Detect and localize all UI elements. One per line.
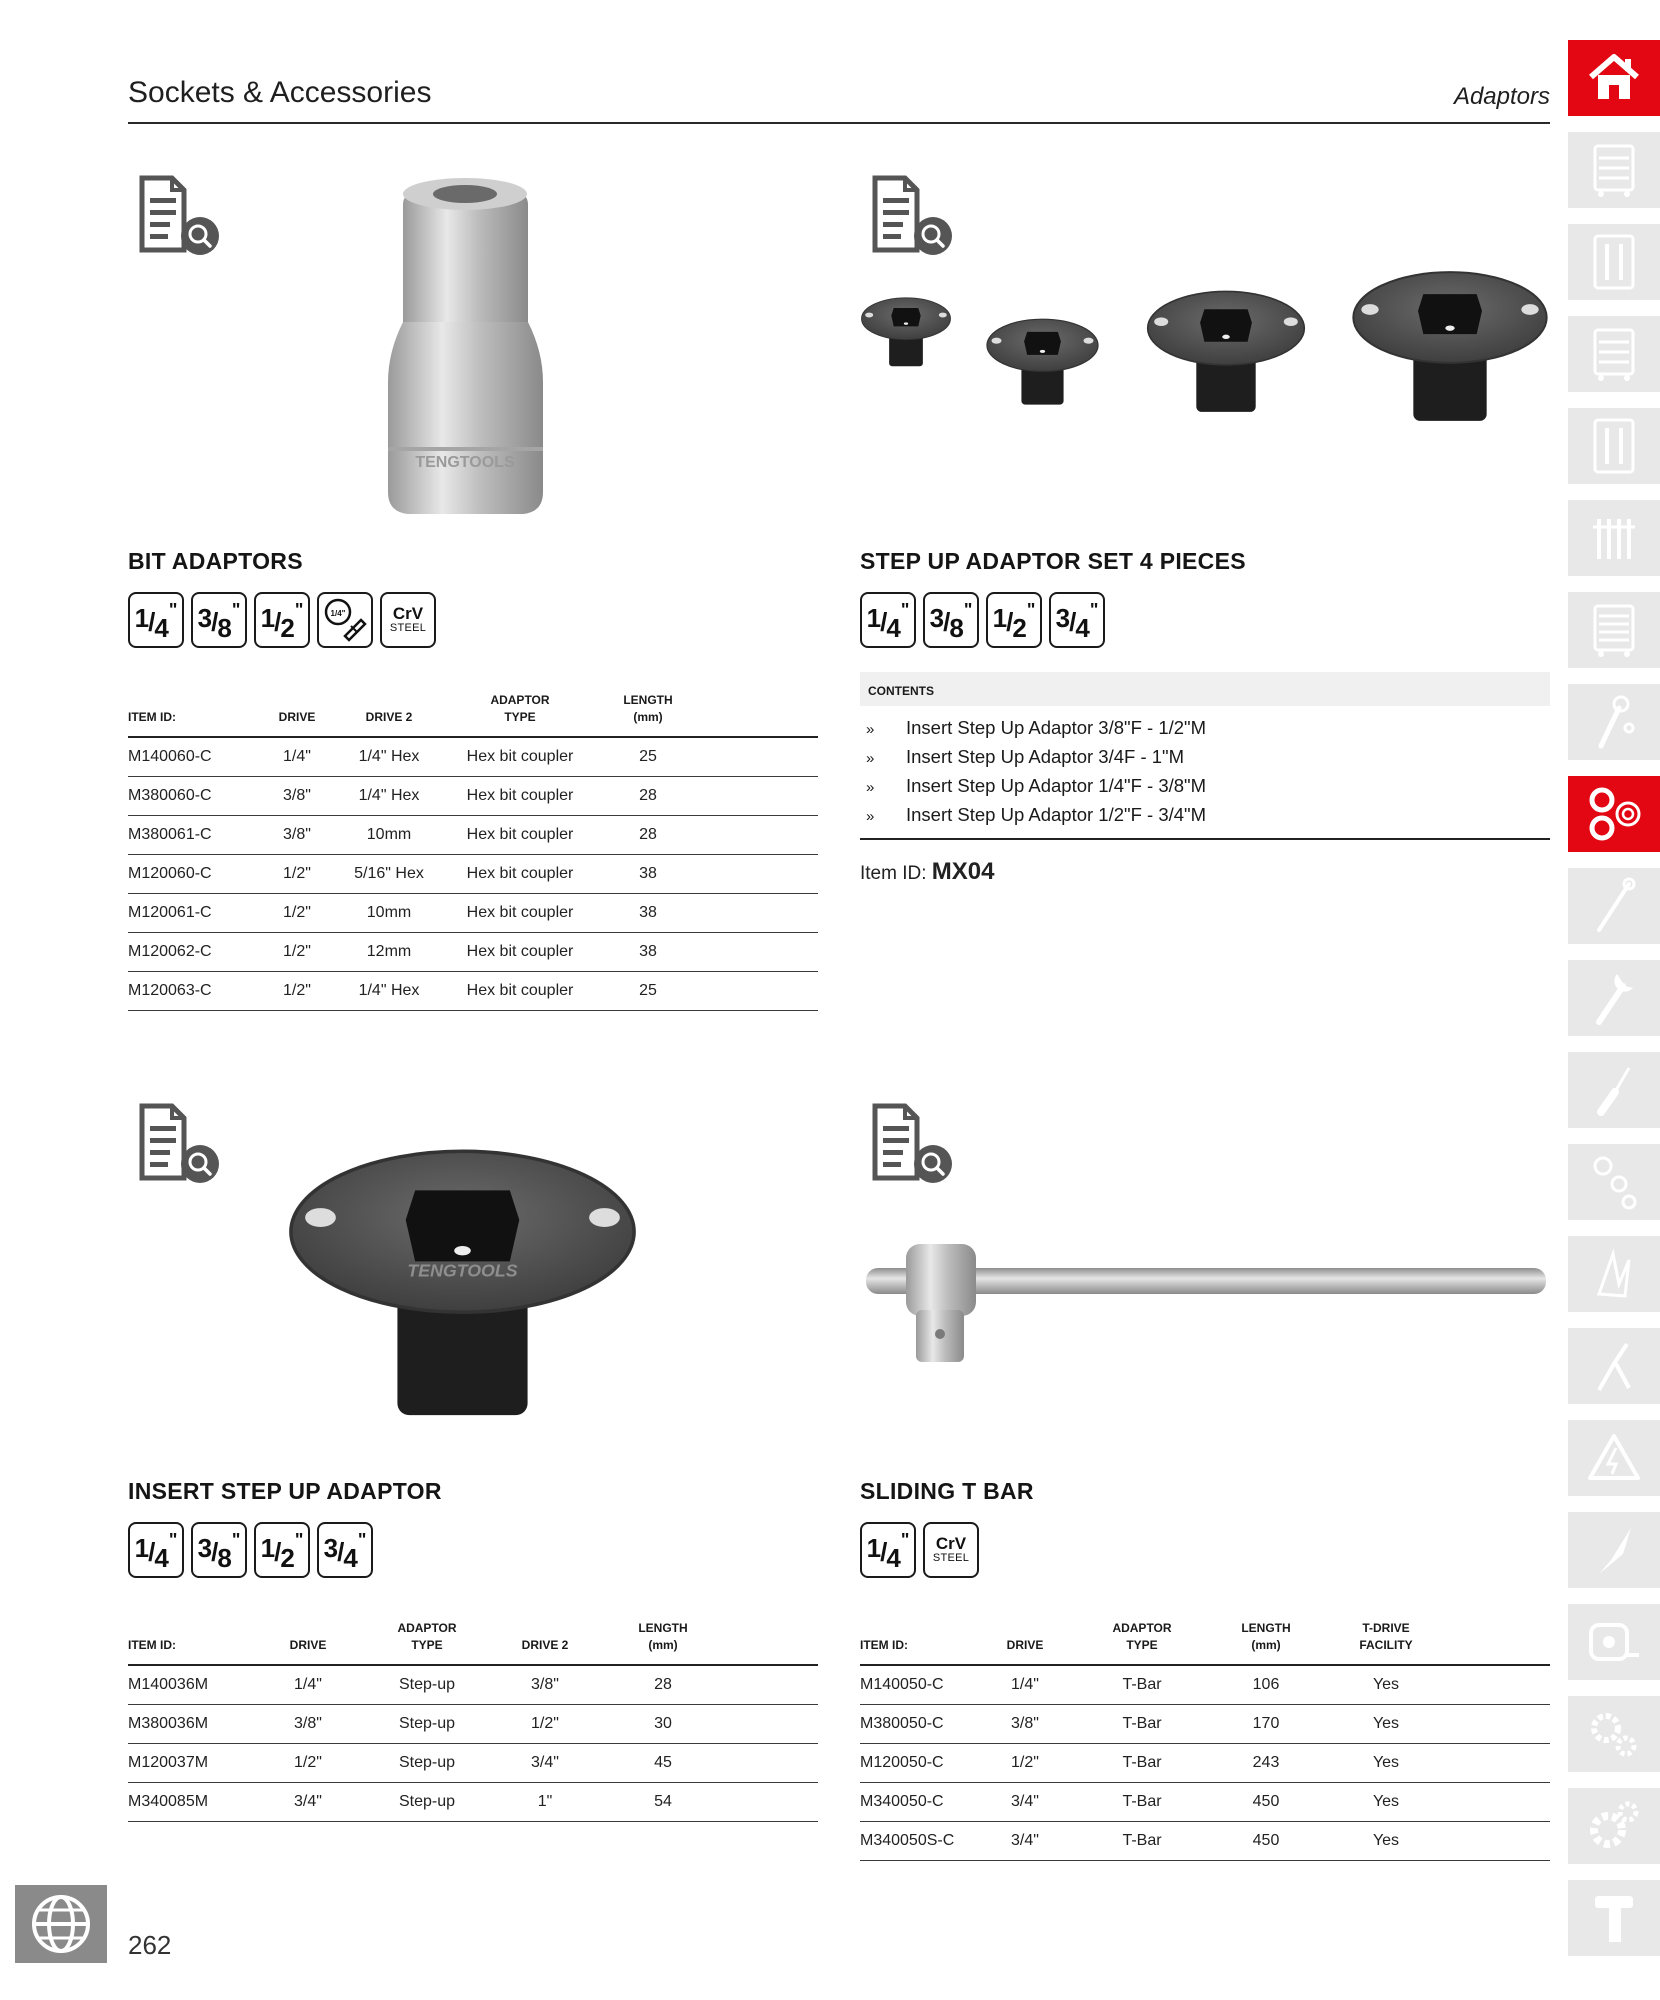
cell-item-id: M340050-C [860, 1782, 970, 1821]
sidebar-item-insulated[interactable] [1568, 1420, 1660, 1496]
cell: 1/4" [248, 1665, 368, 1705]
tool-trolley-icon [1589, 142, 1639, 198]
badge-row-insert-step-up [128, 1522, 373, 1578]
cell: 28 [598, 776, 698, 815]
sidebar-item-torque[interactable] [1568, 868, 1660, 944]
table-row [128, 815, 818, 854]
cell: 1/2" [258, 854, 336, 893]
cell: 1/2" [486, 1704, 604, 1743]
cell: 450 [1204, 1821, 1328, 1860]
cell-item-id: M380050-C [860, 1704, 970, 1743]
cell: 1/2" [248, 1743, 368, 1782]
sidebar-item-bits[interactable] [1568, 1144, 1660, 1220]
cell-item-id: M380036M [128, 1704, 248, 1743]
cell: 10mm [336, 893, 442, 932]
cell: Yes [1328, 1782, 1444, 1821]
cell: T-Bar [1080, 1782, 1204, 1821]
cell: 1/2" [258, 893, 336, 932]
product-title-bit-adaptors: BIT ADAPTORS [128, 548, 303, 574]
cell: T-Bar [1080, 1665, 1204, 1705]
home-icon [1587, 53, 1641, 103]
col-drive: DRIVE [970, 1620, 1080, 1665]
drive-size-badge: 3 / 8 " [923, 592, 979, 648]
cell-item-id: M120061-C [128, 893, 258, 932]
sidebar-item-sockets[interactable] [1568, 776, 1660, 852]
cell: 54 [604, 1782, 722, 1821]
document-search-icon[interactable] [134, 168, 224, 258]
badge-row-step-up-set [860, 592, 1105, 648]
sidebar-item-screwdrivers[interactable] [1568, 1052, 1660, 1128]
cell: 3/8" [258, 776, 336, 815]
hex-bit-badge [317, 592, 373, 648]
spanner-icon [1589, 968, 1639, 1028]
cell: Step-up [368, 1704, 486, 1743]
col-adaptor-type: ADAPTOR TYPE [442, 692, 598, 737]
drive-size-badge: 1 / 4 " [128, 1522, 184, 1578]
cell-item-id: M380060-C [128, 776, 258, 815]
tape-measure-icon [1587, 1617, 1641, 1667]
cell: 3/4" [248, 1782, 368, 1821]
category-sidebar [1568, 40, 1660, 1972]
cog-icon [1586, 1798, 1642, 1854]
document-search-icon[interactable] [134, 1096, 224, 1186]
drive-size-badge: 1 / 4 " [128, 592, 184, 648]
contents-heading: CONTENTS [860, 672, 1550, 706]
cell: 1/4" Hex [336, 776, 442, 815]
col-adaptor-type: ADAPTOR TYPE [368, 1620, 486, 1665]
cell: 3/8" [486, 1665, 604, 1705]
sockets-category-icon [1584, 786, 1644, 842]
table-row [128, 1704, 818, 1743]
globe-icon [29, 1892, 93, 1956]
cell: 30 [604, 1704, 722, 1743]
cell: T-Bar [1080, 1743, 1204, 1782]
drive-size-badge: 3 / 4 " [317, 1522, 373, 1578]
power-tool-icon [1589, 1888, 1639, 1948]
col-t-drive-facility: T-DRIVE FACILITY [1328, 1620, 1444, 1665]
crv-steel-badge: CrV STEEL [380, 592, 436, 648]
table-row [128, 1665, 818, 1705]
col-length: LENGTH (mm) [1204, 1620, 1328, 1665]
cell: 25 [598, 971, 698, 1010]
multi-tool-icon [1589, 1244, 1639, 1304]
col-length: LENGTH (mm) [598, 692, 698, 737]
col-spacer [698, 692, 818, 737]
col-drive: DRIVE [248, 1620, 368, 1665]
table-row [128, 893, 818, 932]
warning-icon [1586, 1432, 1642, 1484]
page-title: Sockets & Accessories [128, 76, 432, 109]
table-row [128, 1782, 818, 1821]
cell: 25 [598, 737, 698, 777]
cell: 1/2" [258, 932, 336, 971]
sidebar-item-cutting[interactable] [1568, 1512, 1660, 1588]
table-header-row [128, 1620, 818, 1665]
col-drive: DRIVE [258, 692, 336, 737]
cell: Yes [1328, 1743, 1444, 1782]
sidebar-item-tool-storage-2[interactable] [1568, 316, 1660, 392]
hex-bit-icon [321, 596, 369, 644]
bit-adaptors-table [128, 692, 818, 1011]
col-item-id: ITEM ID: [128, 692, 258, 737]
cell: 450 [1204, 1782, 1328, 1821]
home-button[interactable] [1568, 40, 1660, 116]
drive-size-badge: 3 / 8 " [191, 592, 247, 648]
sidebar-item-multi-function[interactable] [1568, 1236, 1660, 1312]
drive-size-badge: 1 / 2 " [254, 1522, 310, 1578]
svg-text:1/4": 1/4" [330, 609, 346, 618]
tool-cabinet-icon [1589, 326, 1639, 382]
tool-kit-icon [1589, 232, 1639, 292]
cell-item-id: M120050-C [860, 1743, 970, 1782]
col-spacer [722, 1620, 818, 1665]
cell: Hex bit coupler [442, 776, 598, 815]
product-title-step-up-set: STEP UP ADAPTOR SET 4 PIECES [860, 548, 1246, 574]
knife-icon [1589, 1520, 1639, 1580]
cell: 1/4" Hex [336, 737, 442, 777]
cell: 3/4" [486, 1743, 604, 1782]
tool-rack-icon [1589, 513, 1639, 563]
table-header-row [128, 692, 818, 737]
cell: 5/16" Hex [336, 854, 442, 893]
sidebar-item-accessories[interactable] [1568, 1788, 1660, 1864]
table-row [128, 776, 818, 815]
cell: Hex bit coupler [442, 893, 598, 932]
col-drive-2: DRIVE 2 [486, 1620, 604, 1665]
sidebar-item-pliers[interactable] [1568, 1328, 1660, 1404]
sidebar-item-tool-kits[interactable] [1568, 224, 1660, 300]
cell: 1/4" [258, 737, 336, 777]
cell: Hex bit coupler [442, 737, 598, 777]
list-item: » Insert Step Up Adaptor 1/2"F - 3/4"M [866, 804, 1207, 825]
cell-item-id: M140060-C [128, 737, 258, 777]
cell: 3/4" [970, 1821, 1080, 1860]
cell: 10mm [336, 815, 442, 854]
sidebar-item-screwdriver-sets[interactable] [1568, 500, 1660, 576]
table-row [128, 737, 818, 777]
sliding-t-bar-image [860, 1230, 1552, 1370]
sidebar-item-tool-storage[interactable] [1568, 132, 1660, 208]
cell: 3/8" [258, 815, 336, 854]
step-up-adaptor-image-medium [985, 305, 1100, 420]
cell: Step-up [368, 1743, 486, 1782]
cell: 28 [604, 1665, 722, 1705]
product-title-insert-step-up: INSERT STEP UP ADAPTOR [128, 1478, 442, 1504]
drive-size-badge: 1 / 2 " [986, 592, 1042, 648]
cell-item-id: M120062-C [128, 932, 258, 971]
cell: 3/8" [248, 1704, 368, 1743]
cell: Yes [1328, 1704, 1444, 1743]
roller-cabinet-icon [1589, 602, 1639, 658]
table-header-row [860, 1620, 1550, 1665]
sidebar-item-automotive[interactable] [1568, 1880, 1660, 1956]
svg-text:TENGTOOLS: TENGTOOLS [407, 1260, 518, 1281]
table-row [860, 1743, 1550, 1782]
page-number: 262 [128, 1930, 172, 1960]
cell-item-id: M340085M [128, 1782, 248, 1821]
cell: 1/4" Hex [336, 971, 442, 1010]
website-button[interactable] [15, 1885, 107, 1963]
sliding-t-bar-table [860, 1620, 1550, 1861]
cell: 1" [486, 1782, 604, 1821]
cell: 45 [604, 1743, 722, 1782]
contents-box [860, 672, 1550, 840]
bit-adaptor-image [378, 172, 553, 522]
drive-size-badge: 3 / 8 " [191, 1522, 247, 1578]
document-search-icon[interactable] [867, 168, 957, 258]
cell-item-id: M340050S-C [860, 1821, 970, 1860]
col-adaptor-type: ADAPTOR TYPE [1080, 1620, 1204, 1665]
step-up-adaptor-image-small [860, 255, 952, 410]
document-search-icon[interactable] [867, 1096, 957, 1186]
step-up-adaptor-image-large [1145, 275, 1307, 430]
cell: Step-up [368, 1665, 486, 1705]
table-row [128, 932, 818, 971]
table-row [128, 971, 818, 1010]
step-up-adaptor-image-xlarge [1350, 255, 1550, 440]
cell-item-id: M120063-C [128, 971, 258, 1010]
cell: 243 [1204, 1743, 1328, 1782]
pliers-icon [1589, 1336, 1639, 1396]
screwdriver-icon [1589, 1060, 1639, 1120]
torque-wrench-icon [1589, 876, 1639, 936]
sidebar-item-tool-trolleys[interactable] [1568, 592, 1660, 668]
wrench-screwdriver-icon [1589, 692, 1639, 752]
list-item: » Insert Step Up Adaptor 1/4"F - 3/8"M [866, 775, 1207, 796]
sidebar-item-measuring[interactable] [1568, 1604, 1660, 1680]
cell: 1/2" [970, 1743, 1080, 1782]
list-item: » Insert Step Up Adaptor 3/4F - 1"M [866, 746, 1185, 767]
drive-size-badge: 1 / 2 " [254, 592, 310, 648]
col-drive-2: DRIVE 2 [336, 692, 442, 737]
cell: Hex bit coupler [442, 854, 598, 893]
cell: 38 [598, 932, 698, 971]
tool-case-icon [1589, 416, 1639, 476]
cell: Yes [1328, 1821, 1444, 1860]
sidebar-item-power[interactable] [1568, 1696, 1660, 1772]
cell: 28 [598, 815, 698, 854]
cell: T-Bar [1080, 1704, 1204, 1743]
gears-icon [1586, 1706, 1642, 1762]
badge-row-bit-adaptors [128, 592, 436, 648]
item-id: Item ID: MX04 [860, 858, 995, 885]
sidebar-item-tool-kits-2[interactable] [1568, 408, 1660, 484]
cell: Yes [1328, 1665, 1444, 1705]
table-row [128, 1743, 818, 1782]
drive-size-badge: 1 / 4 " [860, 592, 916, 648]
bits-icon [1589, 1152, 1639, 1212]
product-title-sliding-t-bar: SLIDING T BAR [860, 1478, 1034, 1504]
table-row [860, 1665, 1550, 1705]
col-item-id: ITEM ID: [860, 1620, 970, 1665]
header-divider [128, 122, 1550, 124]
sidebar-item-multi-tools[interactable] [1568, 684, 1660, 760]
section-title: Adaptors [1453, 83, 1550, 110]
svg-text:TENGTOOLS: TENGTOOLS [415, 454, 515, 471]
cell: 1/2" [258, 971, 336, 1010]
cell: 3/8" [970, 1704, 1080, 1743]
cell: 38 [598, 893, 698, 932]
cell-item-id: M120037M [128, 1743, 248, 1782]
table-row [128, 854, 818, 893]
cell: T-Bar [1080, 1821, 1204, 1860]
col-spacer [1444, 1620, 1550, 1665]
cell-item-id: M120060-C [128, 854, 258, 893]
cell: 3/4" [970, 1782, 1080, 1821]
drive-size-badge: 3 / 4 " [1049, 592, 1105, 648]
insert-step-up-adaptor-image [285, 1130, 640, 1440]
contents-list [860, 714, 1550, 840]
crv-steel-badge: CrV STEEL [923, 1522, 979, 1578]
cell: 1/4" [970, 1665, 1080, 1705]
table-row [860, 1704, 1550, 1743]
sidebar-item-spanners[interactable] [1568, 960, 1660, 1036]
cell: Step-up [368, 1782, 486, 1821]
cell-item-id: M140050-C [860, 1665, 970, 1705]
cell: 12mm [336, 932, 442, 971]
insert-step-up-table [128, 1620, 818, 1822]
cell: Hex bit coupler [442, 932, 598, 971]
cell: 170 [1204, 1704, 1328, 1743]
col-item-id: ITEM ID: [128, 1620, 248, 1665]
cell: 38 [598, 854, 698, 893]
cell: Hex bit coupler [442, 971, 598, 1010]
drive-size-badge: 1 / 4 " [860, 1522, 916, 1578]
table-row [860, 1821, 1550, 1860]
badge-row-sliding-t-bar [860, 1522, 979, 1578]
cell: Hex bit coupler [442, 815, 598, 854]
col-length: LENGTH (mm) [604, 1620, 722, 1665]
cell-item-id: M380061-C [128, 815, 258, 854]
cell: 106 [1204, 1665, 1328, 1705]
list-item: » Insert Step Up Adaptor 3/8"F - 1/2"M [866, 717, 1207, 738]
table-row [860, 1782, 1550, 1821]
cell-item-id: M140036M [128, 1665, 248, 1705]
